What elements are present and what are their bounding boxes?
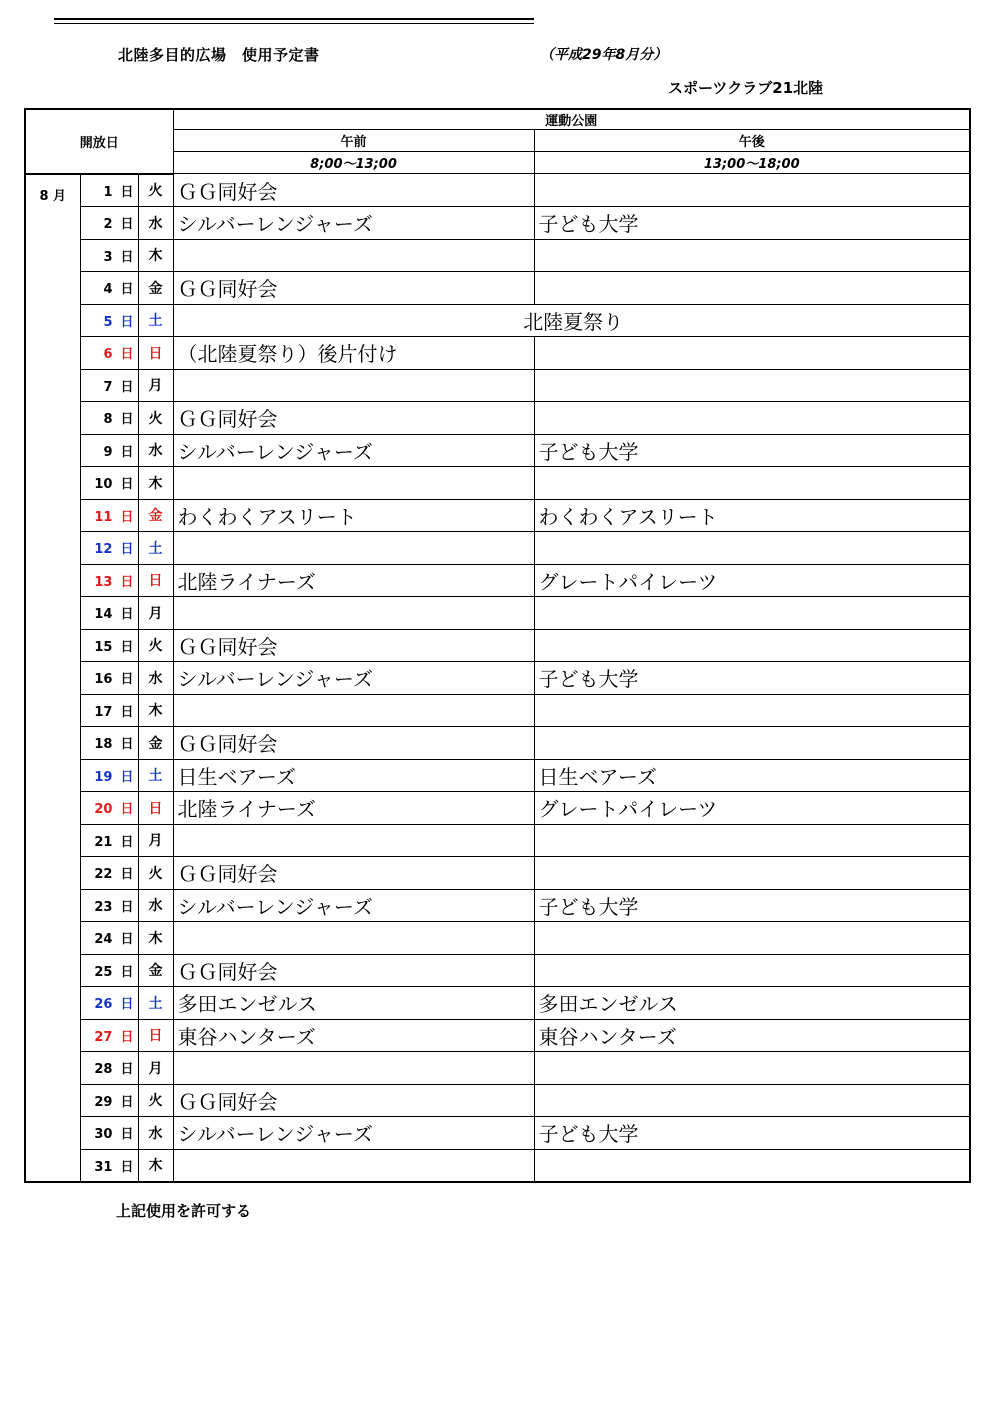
day-cell [80, 239, 138, 272]
am-event: ＧＧ同好会 [173, 857, 534, 890]
day-number: 1 [103, 184, 113, 200]
am-event: ＧＧ同好会 [173, 1084, 534, 1117]
weekday-cell: 木 [138, 467, 173, 500]
pm-event: 日生ベアーズ [534, 759, 970, 792]
day-unit: 日 [120, 1159, 134, 1175]
day-cell [80, 1019, 138, 1052]
day-unit: 日 [120, 314, 134, 330]
table-row [25, 727, 970, 760]
day-number: 6 [103, 347, 113, 363]
table-row [25, 1117, 970, 1150]
table-row [25, 954, 970, 987]
weekday-cell: 金 [138, 499, 173, 532]
pm-event: 子ども大学 [534, 434, 970, 467]
weekday-cell: 水 [138, 207, 173, 240]
pm-event [534, 1149, 970, 1182]
weekday-cell: 日 [138, 1019, 173, 1052]
table-row [25, 337, 970, 370]
day-number: 19 [94, 769, 113, 785]
day-number: 25 [94, 964, 113, 980]
pm-event [534, 239, 970, 272]
day-number: 11 [94, 509, 113, 525]
month-cell: 8 月 [25, 174, 80, 1183]
day-cell [80, 629, 138, 662]
day-cell [80, 1052, 138, 1085]
am-event: わくわくアスリート [173, 499, 534, 532]
pm-event [534, 629, 970, 662]
weekday-cell: 木 [138, 239, 173, 272]
day-unit: 日 [120, 542, 134, 558]
pm-event [534, 467, 970, 500]
table-row [25, 824, 970, 857]
day-cell [80, 792, 138, 825]
day-cell [80, 1084, 138, 1117]
am-event [173, 694, 534, 727]
am-event: シルバーレンジャーズ [173, 662, 534, 695]
day-unit: 日 [120, 704, 134, 720]
full-day-event: 北陸夏祭り [173, 304, 970, 337]
weekday-cell: 木 [138, 694, 173, 727]
top-rule [54, 18, 534, 20]
weekday-cell: 金 [138, 954, 173, 987]
weekday-cell: 日 [138, 564, 173, 597]
weekday-cell: 日 [138, 792, 173, 825]
day-cell [80, 337, 138, 370]
day-unit: 日 [120, 184, 134, 200]
day-number: 8 [103, 412, 113, 428]
table-row [25, 987, 970, 1020]
am-event: シルバーレンジャーズ [173, 889, 534, 922]
weekday-cell: 水 [138, 434, 173, 467]
am-event: ＧＧ同好会 [173, 954, 534, 987]
day-number: 20 [94, 802, 113, 818]
table-row [25, 272, 970, 305]
pm-event [534, 272, 970, 305]
am-event: ＧＧ同好会 [173, 727, 534, 760]
day-cell [80, 272, 138, 305]
day-number: 2 [103, 217, 113, 233]
day-cell [80, 207, 138, 240]
table-row [25, 597, 970, 630]
day-unit: 日 [120, 769, 134, 785]
table-row [25, 434, 970, 467]
weekday-cell: 火 [138, 1084, 173, 1117]
day-unit: 日 [120, 1029, 134, 1045]
day-unit: 日 [120, 899, 134, 915]
table-row [25, 759, 970, 792]
day-number: 15 [94, 639, 113, 655]
day-number: 21 [94, 834, 113, 850]
weekday-cell: 金 [138, 727, 173, 760]
day-number: 30 [94, 1127, 113, 1143]
day-number: 17 [94, 704, 113, 720]
day-unit: 日 [120, 574, 134, 590]
day-number: 24 [94, 932, 113, 948]
pm-time-header: 13;00～18;00 [534, 152, 970, 174]
am-event [173, 824, 534, 857]
pm-event [534, 824, 970, 857]
table-row [25, 499, 970, 532]
am-event: 多田エンゼルス [173, 987, 534, 1020]
table-row [25, 857, 970, 890]
weekday-cell: 火 [138, 857, 173, 890]
am-event [173, 1149, 534, 1182]
pm-header: 午後 [534, 130, 970, 152]
pm-event: 多田エンゼルス [534, 987, 970, 1020]
am-event: 北陸ライナーズ [173, 564, 534, 597]
weekday-cell: 水 [138, 1117, 173, 1150]
day-cell [80, 402, 138, 435]
pm-event: 子ども大学 [534, 662, 970, 695]
day-number: 5 [103, 314, 113, 330]
am-event: 北陸ライナーズ [173, 792, 534, 825]
am-event: シルバーレンジャーズ [173, 1117, 534, 1150]
day-unit: 日 [120, 867, 134, 883]
pm-event [534, 369, 970, 402]
am-event [173, 1052, 534, 1085]
table-row [25, 792, 970, 825]
weekday-cell: 水 [138, 662, 173, 695]
weekday-cell: 日 [138, 337, 173, 370]
day-number: 26 [94, 997, 113, 1013]
weekday-cell: 月 [138, 597, 173, 630]
weekday-cell: 月 [138, 1052, 173, 1085]
day-unit: 日 [120, 1062, 134, 1078]
weekday-cell: 土 [138, 759, 173, 792]
day-cell [80, 889, 138, 922]
day-number: 13 [94, 574, 113, 590]
am-event: ＧＧ同好会 [173, 402, 534, 435]
day-cell [80, 824, 138, 857]
day-unit: 日 [120, 217, 134, 233]
weekday-cell: 火 [138, 629, 173, 662]
am-event: ＧＧ同好会 [173, 272, 534, 305]
day-cell [80, 564, 138, 597]
weekday-cell: 土 [138, 987, 173, 1020]
am-event: 東谷ハンターズ [173, 1019, 534, 1052]
weekday-cell: 金 [138, 272, 173, 305]
day-number: 22 [94, 867, 113, 883]
table-row [25, 1149, 970, 1182]
pm-event [534, 337, 970, 370]
pm-event: グレートパイレーツ [534, 564, 970, 597]
venue-header: 運動公園 [173, 109, 970, 130]
day-unit: 日 [120, 932, 134, 948]
table-row [25, 1052, 970, 1085]
table-row [25, 1019, 970, 1052]
day-number: 4 [103, 282, 113, 298]
day-cell [80, 174, 138, 207]
am-event: シルバーレンジャーズ [173, 434, 534, 467]
day-unit: 日 [120, 1094, 134, 1110]
table-row [25, 467, 970, 500]
pm-event: 子ども大学 [534, 207, 970, 240]
day-unit: 日 [120, 347, 134, 363]
document-title: 北陸多目的広場 使用予定書 [118, 46, 320, 64]
day-unit: 日 [120, 249, 134, 265]
day-unit: 日 [120, 477, 134, 493]
day-cell [80, 434, 138, 467]
day-cell [80, 662, 138, 695]
day-cell [80, 499, 138, 532]
day-number: 9 [103, 444, 113, 460]
table-row [25, 174, 970, 207]
day-unit: 日 [120, 639, 134, 655]
am-event [173, 369, 534, 402]
day-number: 28 [94, 1062, 113, 1078]
table-row [25, 207, 970, 240]
pm-event [534, 1052, 970, 1085]
pm-event: わくわくアスリート [534, 499, 970, 532]
day-cell [80, 922, 138, 955]
weekday-cell: 水 [138, 889, 173, 922]
day-number: 14 [94, 607, 113, 623]
table-row [25, 532, 970, 565]
am-event: ＧＧ同好会 [173, 174, 534, 207]
day-cell [80, 532, 138, 565]
pm-event [534, 402, 970, 435]
day-unit: 日 [120, 379, 134, 395]
am-event [173, 532, 534, 565]
table-row [25, 239, 970, 272]
day-unit: 日 [120, 1127, 134, 1143]
pm-event [534, 532, 970, 565]
table-row [25, 304, 970, 337]
document-period: （平成29年8月分） [540, 47, 668, 63]
table-row [25, 662, 970, 695]
pm-event [534, 597, 970, 630]
am-event: （北陸夏祭り）後片付け [173, 337, 534, 370]
pm-event: グレートパイレーツ [534, 792, 970, 825]
table-row [25, 922, 970, 955]
am-header: 午前 [173, 130, 534, 152]
day-cell [80, 694, 138, 727]
day-number: 12 [94, 542, 113, 558]
day-cell [80, 727, 138, 760]
pm-event: 子ども大学 [534, 1117, 970, 1150]
table-row [25, 369, 970, 402]
table-row [25, 402, 970, 435]
day-cell [80, 597, 138, 630]
pm-event [534, 727, 970, 760]
day-unit: 日 [120, 412, 134, 428]
day-cell [80, 369, 138, 402]
schedule-table [24, 108, 971, 1183]
day-cell [80, 304, 138, 337]
pm-event [534, 954, 970, 987]
day-number: 29 [94, 1094, 113, 1110]
weekday-cell: 月 [138, 824, 173, 857]
am-event [173, 597, 534, 630]
day-unit: 日 [120, 672, 134, 688]
am-event: ＧＧ同好会 [173, 629, 534, 662]
day-number: 16 [94, 672, 113, 688]
day-number: 31 [94, 1159, 113, 1175]
day-cell [80, 1149, 138, 1182]
day-unit: 日 [120, 802, 134, 818]
day-number: 23 [94, 899, 113, 915]
pm-event [534, 694, 970, 727]
table-row [25, 1084, 970, 1117]
am-event [173, 467, 534, 500]
weekday-cell: 木 [138, 1149, 173, 1182]
weekday-cell: 火 [138, 174, 173, 207]
am-event: シルバーレンジャーズ [173, 207, 534, 240]
day-cell [80, 857, 138, 890]
day-unit: 日 [120, 997, 134, 1013]
open-day-header: 開放日 [25, 109, 173, 174]
day-cell [80, 759, 138, 792]
day-cell [80, 954, 138, 987]
table-row [25, 564, 970, 597]
day-unit: 日 [120, 964, 134, 980]
day-unit: 日 [120, 509, 134, 525]
pm-event: 子ども大学 [534, 889, 970, 922]
pm-event: 東谷ハンターズ [534, 1019, 970, 1052]
table-row [25, 629, 970, 662]
day-number: 18 [94, 737, 113, 753]
weekday-cell: 火 [138, 402, 173, 435]
day-unit: 日 [120, 834, 134, 850]
am-event [173, 239, 534, 272]
day-unit: 日 [120, 737, 134, 753]
day-cell [80, 1117, 138, 1150]
day-unit: 日 [120, 282, 134, 298]
weekday-cell: 木 [138, 922, 173, 955]
weekday-cell: 土 [138, 532, 173, 565]
day-number: 10 [94, 477, 113, 493]
club-name: スポーツクラブ21北陸 [668, 79, 824, 97]
pm-event [534, 857, 970, 890]
pm-event [534, 1084, 970, 1117]
am-event [173, 922, 534, 955]
am-event: 日生ベアーズ [173, 759, 534, 792]
day-number: 27 [94, 1029, 113, 1045]
weekday-cell: 月 [138, 369, 173, 402]
approval-note: 上記使用を許可する [116, 1202, 252, 1220]
day-cell [80, 987, 138, 1020]
day-unit: 日 [120, 444, 134, 460]
day-cell [80, 467, 138, 500]
pm-event [534, 174, 970, 207]
day-number: 7 [103, 379, 113, 395]
am-time-header: 8;00～13;00 [173, 152, 534, 174]
weekday-cell: 土 [138, 304, 173, 337]
day-unit: 日 [120, 607, 134, 623]
day-number: 3 [103, 249, 113, 265]
table-row [25, 889, 970, 922]
table-row [25, 694, 970, 727]
pm-event [534, 922, 970, 955]
